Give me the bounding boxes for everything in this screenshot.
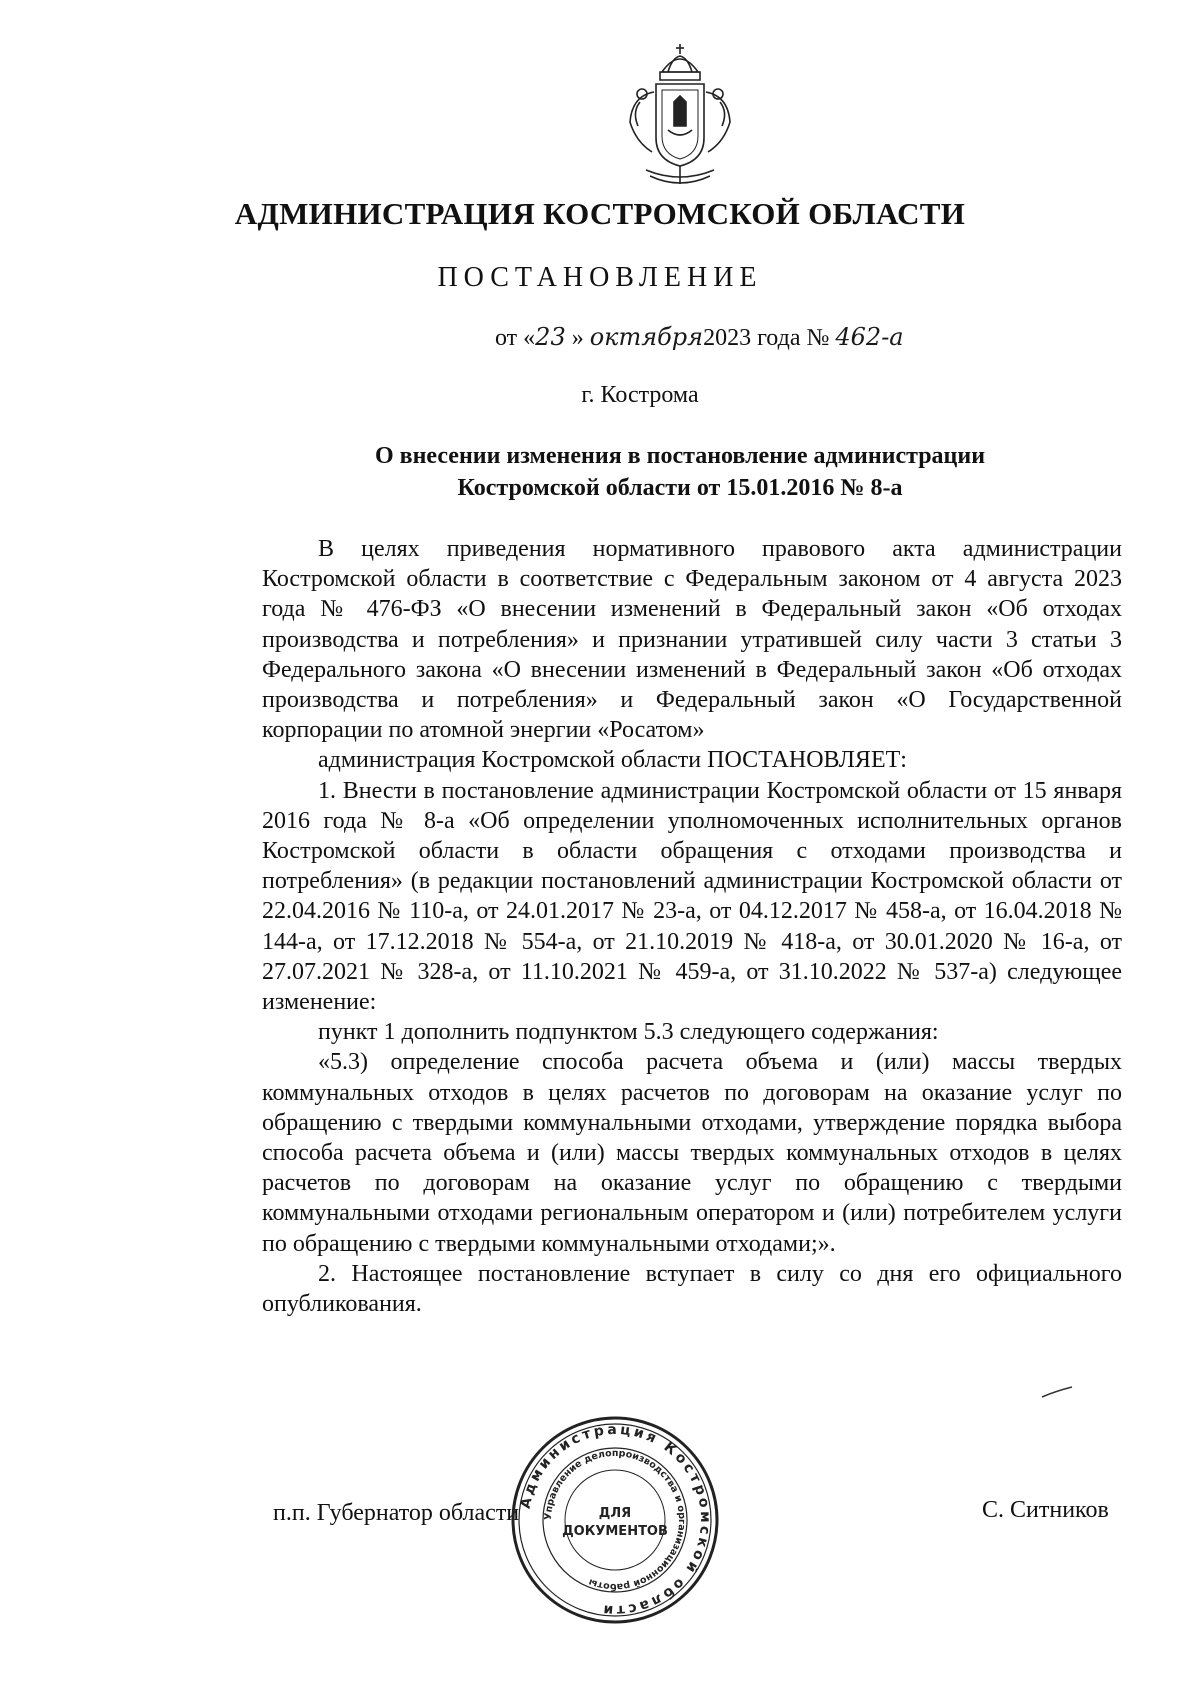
city: г. Кострома: [581, 382, 699, 408]
heading-line-2: Костромской области от 15.01.2016 № 8-а: [457, 475, 903, 501]
organization-title: АДМИНИСТРАЦИЯ КОСТРОМСКОЙ ОБЛАСТИ: [234, 196, 966, 231]
document-heading: [300, 440, 1060, 504]
date-number-line: [495, 323, 904, 352]
signatory-name: С. Ситников: [982, 1497, 1109, 1523]
stamp-outer-text: Администрация Костромской области: [517, 1421, 714, 1619]
official-round-stamp: [510, 1415, 720, 1625]
handwritten-tick-mark: [1040, 1385, 1074, 1399]
item-1-sub-paragraph: пункт 1 дополнить подпунктом 5.3 следующего содержания:: [318, 1019, 939, 1046]
stamp-inner-text: Управление делопроизводства и организационной работы: [542, 1447, 688, 1593]
date-year: 2023 года №: [703, 325, 830, 351]
item-1-quote-paragraph: «5.3) определение способа расчета объема и (или) массы твердых коммунальных отходов в целях расчетов по договорам на оказание услуг по обращению с твердыми коммунальными отходами, утверждение порядка выбора способа расчета объема и (или) массы твердых коммунальных отходов в целях расчетов по договорам на оказание услуг по обращению с твердыми коммунальными отходами региональным оператором и (или) потребителем услуги по обращению с твердыми коммунальными отходами;».: [262, 1049, 1122, 1257]
document-number: 462-а: [835, 323, 904, 351]
coat-of-arms-emblem: [610, 42, 750, 192]
date-day: 23: [535, 323, 566, 351]
date-separator: »: [565, 325, 590, 351]
document-body: [262, 534, 1122, 1319]
date-prefix: от «: [495, 325, 536, 351]
item-2-paragraph: 2. Настоящее постановление вступает в силу со дня его официального опубликования.: [262, 1260, 1122, 1318]
stamp-center-line-1: ДЛЯ: [598, 1506, 632, 1521]
heading-line-1: О внесении изменения в постановление администрации: [374, 443, 986, 469]
stamp-center-line-2: ДОКУМЕНТОВ: [562, 1524, 668, 1539]
item-1-paragraph: 1. Внести в постановление администрации Костромской области от 15 января 2016 года № 8-а «Об определении уполномоченных исполнительных органов Костромской области в области обращения с отходами производства и потребления» (в редакции постановлений администрации Костромской области от 22.04.2016 № 110-а, от 24.01.2017 № 23-а, от 04.12.2017 № 458-а, от 16.04.2018 № 144-а, от 17.12.2018 № 554-а, от 21.10.2019 № 418-а, от 30.01.2020 № 16-а, от 27.07.2021 № 328-а, от 11.10.2021 № 459-а, от 31.10.2022 № 537-а) следующее изменение:: [262, 777, 1122, 1016]
decree-paragraph: администрация Костромской области ПОСТАНОВЛЯЕТ:: [318, 747, 907, 774]
date-month: октября: [589, 323, 704, 351]
preamble-paragraph: В целях приведения нормативного правового акта администрации Костромской области в соответствие с Федеральным законом от 4 августа 2023 года № 476-ФЗ «О внесении изменений в Федеральный закон «Об отходах производства и потребления» и признании утратившей силу части 3 статьи 3 Федерального закона «О внесении изменений в Федеральный закон «Об отходах производства и потребления» и Федеральный закон «О Государственной корпорации по атомной энергии «Росатом»: [262, 536, 1122, 744]
signatory-position: п.п. Губернатор области: [273, 1500, 520, 1526]
document-type: ПОСТАНОВЛЕНИЕ: [437, 262, 763, 293]
